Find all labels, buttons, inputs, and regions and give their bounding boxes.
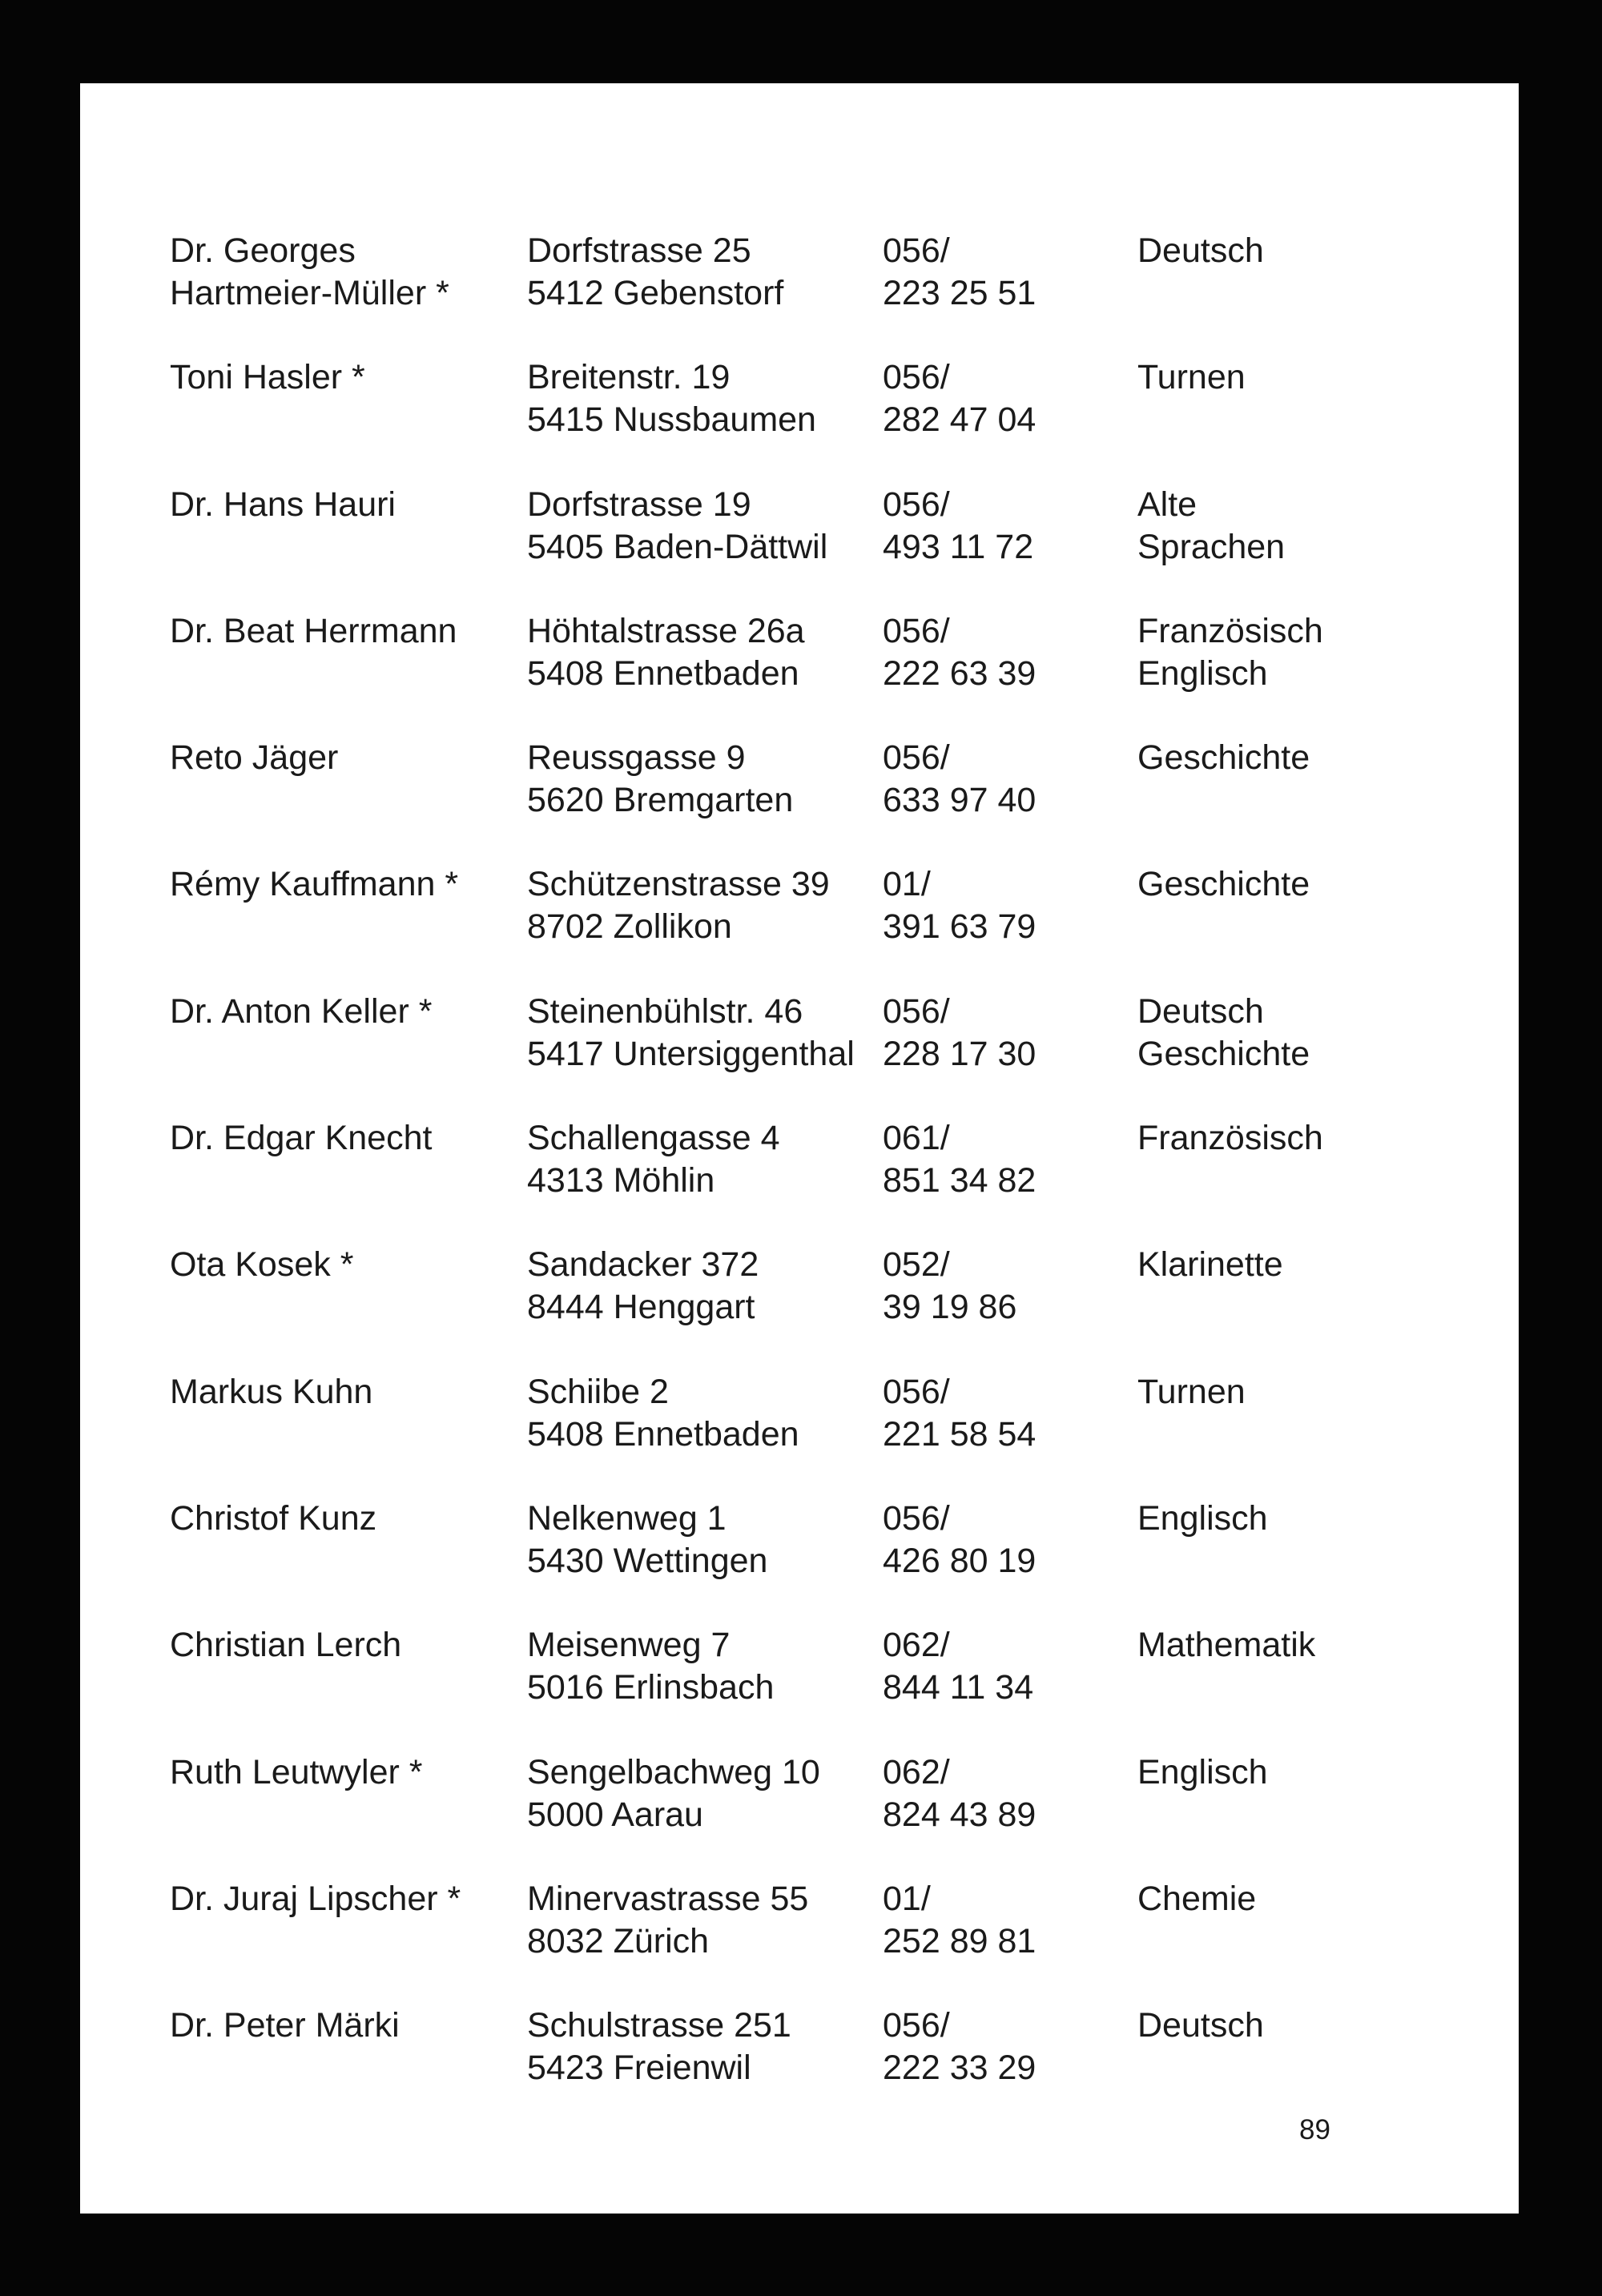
person-name-line: Rémy Kauffmann * [170,865,459,904]
directory-entry [80,863,1519,990]
address [527,1498,767,1582]
subjects-line [1137,272,1264,315]
subjects-line: Turnen [1137,358,1246,397]
address [527,737,793,822]
person-name [170,1624,401,1709]
subjects-line [1137,1667,1315,1709]
person-name [170,1751,423,1836]
address [527,1878,808,1963]
phone-number-line: 252 89 81 [883,1921,1036,1960]
subjects [1137,1244,1283,1329]
person-name [170,1498,376,1582]
directory-entry [80,1624,1519,1751]
subjects-line [1137,399,1246,441]
person-name-line [170,399,365,441]
address-line: 5423 Freienwil [527,2049,751,2088]
subjects-line [1137,1920,1256,1963]
directory-entry [80,230,1519,356]
address-line: 5405 Baden-Dättwil [527,527,828,566]
phone-number-line: 391 63 79 [883,907,1036,947]
address-line: Minervastrasse 55 [527,1879,809,1918]
phone-number [883,2004,1036,2089]
address-line: Dorfstrasse 19 [527,485,751,524]
phone-number [883,610,1036,695]
phone-number-line: 062/ [883,1752,950,1791]
phone-number [883,737,1036,822]
phone-number [883,1624,1033,1709]
phone-number [883,356,1036,441]
person-name-line: Markus Kuhn [170,1372,373,1411]
person-name-line: Dr. Georges [170,231,356,270]
person-name-line [170,653,457,695]
phone-number-line: 052/ [883,1245,950,1285]
address-line: 5417 Untersiggenthal [527,1034,855,1073]
phone-number-line: 222 33 29 [883,2049,1036,2088]
address-line: Breitenstr. 19 [527,358,731,397]
person-name-line: Dr. Edgar Knecht [170,1119,433,1158]
phone-number [883,1371,1036,1456]
subjects [1137,1624,1315,1709]
subjects-line: Deutsch [1137,2006,1264,2045]
person-name [170,991,432,1076]
directory-entry [80,1244,1519,1370]
address-line: 8702 Zollikon [527,907,732,947]
address [527,1624,774,1709]
phone-number-line: 282 47 04 [883,400,1036,440]
subjects-line: Mathematik [1137,1626,1316,1665]
subjects-line: Chemie [1137,1879,1257,1918]
directory-entry [80,991,1519,1117]
directory-entry [80,1371,1519,1498]
subjects-line: Geschichte [1137,1034,1310,1073]
person-name [170,1878,461,1963]
subjects-line [1137,1794,1268,1836]
directory-entry [80,484,1519,610]
phone-number-line: 426 80 19 [883,1541,1036,1580]
person-name-line: Dr. Peter Märki [170,2006,400,2045]
subjects-line [1137,1160,1323,1202]
address-line: 5016 Erlinsbach [527,1668,775,1707]
person-name-line [170,1920,461,1963]
person-name [170,484,396,569]
address [527,484,827,569]
person-name-line: Christian Lerch [170,1626,402,1665]
address-line: 5412 Gebenstorf [527,274,784,312]
phone-number-line: 056/ [883,485,950,524]
directory-entry [80,1751,1519,1878]
address-line: 5000 Aarau [527,1795,703,1834]
address-line: 5415 Nussbaumen [527,400,816,440]
directory-entry [80,1117,1519,1244]
subjects [1137,737,1310,822]
subjects [1137,1878,1256,1963]
phone-number [883,484,1033,569]
address-line: Sengelbachweg 10 [527,1752,820,1791]
subjects-line: Deutsch [1137,991,1264,1031]
address [527,863,830,948]
address-line: Meisenweg 7 [527,1626,731,1665]
address [527,610,805,695]
phone-number-line: 056/ [883,738,950,778]
address [527,1244,759,1329]
person-name [170,737,338,822]
subjects [1137,1371,1246,1456]
phone-number-line: 056/ [883,991,950,1031]
subjects [1137,991,1310,1076]
person-name-line [170,1540,376,1582]
phone-number-line: 851 34 82 [883,1161,1036,1200]
phone-number-line: 056/ [883,2006,950,2045]
person-name-line: Ruth Leutwyler * [170,1752,423,1791]
phone-number-line: 493 11 72 [883,527,1034,566]
subjects [1137,1498,1268,1582]
subjects [1137,1751,1268,1836]
address-line: 8032 Zürich [527,1921,710,1960]
subjects [1137,1117,1323,1202]
person-name [170,1244,353,1329]
person-name [170,230,449,315]
phone-number-line: 228 17 30 [883,1034,1036,1073]
person-name-line: Dr. Hans Hauri [170,485,396,524]
address-line: Schiibe 2 [527,1372,669,1411]
phone-number-line: 056/ [883,358,950,397]
page-number: 89 [1299,2114,1330,2145]
person-name-line: Dr. Anton Keller * [170,991,433,1031]
address-line: Höhtalstrasse 26a [527,611,805,650]
phone-number-line: 222 63 39 [883,653,1036,693]
phone-number-line: 056/ [883,611,950,650]
address-line: 5408 Ennetbaden [527,653,799,693]
phone-number-line: 056/ [883,231,950,270]
directory-entry [80,1498,1519,1624]
person-name-line: Reto Jäger [170,738,339,778]
subjects [1137,2004,1264,2089]
phone-number-line: 062/ [883,1626,950,1665]
phone-number-line: 633 97 40 [883,781,1036,820]
person-name-line [170,526,396,569]
subjects-line: Französisch [1137,611,1323,650]
phone-number-line: 056/ [883,1372,950,1411]
subjects-line [1137,2047,1264,2089]
person-name [170,1117,432,1202]
directory-entry [80,737,1519,863]
subjects-line: Sprachen [1137,527,1286,566]
phone-number [883,1751,1036,1836]
person-name-line [170,906,458,948]
person-name-line [170,1160,432,1202]
phone-number [883,991,1036,1076]
phone-number [883,1878,1036,1963]
address-line: Steinenbühlstr. 46 [527,991,803,1031]
phone-number [883,1244,1016,1329]
person-name-line: Ota Kosek * [170,1245,354,1285]
subjects-line: Englisch [1137,1498,1268,1538]
address-line: 4313 Möhlin [527,1161,715,1200]
person-name-line: Hartmeier-Müller * [170,274,449,312]
address-line: 5408 Ennetbaden [527,1414,799,1454]
person-name-line [170,1413,372,1456]
address [527,230,783,315]
subjects-line: Deutsch [1137,231,1264,270]
subjects-line: Klarinette [1137,1245,1283,1285]
subjects-line [1137,1413,1246,1456]
person-name [170,356,365,441]
subjects-line [1137,779,1310,822]
person-name-line [170,1794,423,1836]
document-page [80,83,1519,2214]
address-line: Reussgasse 9 [527,738,746,778]
subjects-line: Französisch [1137,1119,1323,1158]
subjects-line [1137,1286,1283,1329]
phone-number-line: 01/ [883,1879,931,1918]
address [527,2004,791,2089]
person-name-line: Dr. Beat Herrmann [170,611,457,650]
subjects-line: Englisch [1137,1752,1268,1791]
phone-number [883,230,1036,315]
person-name [170,1371,372,1456]
subjects [1137,356,1246,441]
address [527,356,816,441]
address [527,1751,820,1836]
address [527,991,855,1076]
address-line: Schallengasse 4 [527,1119,780,1158]
person-name-line [170,2047,400,2089]
address-line: 5430 Wettingen [527,1541,768,1580]
person-name-line: Christof Kunz [170,1498,377,1538]
directory-entry [80,610,1519,737]
person-name [170,863,458,948]
address-line: 8444 Henggart [527,1288,755,1327]
address-line: Schulstrasse 251 [527,2006,791,2045]
address-line: Nelkenweg 1 [527,1498,727,1538]
person-name-line: Toni Hasler * [170,358,365,397]
phone-number-line: 844 11 34 [883,1668,1034,1707]
person-name-line [170,1033,432,1076]
person-name-line [170,1667,401,1709]
address-line: Schützenstrasse 39 [527,865,830,904]
phone-number-line: 223 25 51 [883,274,1036,312]
person-name [170,610,457,695]
phone-number-line: 824 43 89 [883,1795,1036,1834]
subjects-line: Geschichte [1137,865,1310,904]
subjects-line: Englisch [1137,653,1268,693]
phone-number [883,863,1036,948]
person-name [170,2004,400,2089]
address-line: Dorfstrasse 25 [527,231,751,270]
address [527,1371,799,1456]
phone-number-line: 061/ [883,1119,950,1158]
subjects-line: Geschichte [1137,738,1310,778]
subjects-line [1137,906,1310,948]
phone-number-line: 221 58 54 [883,1414,1036,1454]
person-name-line [170,1286,353,1329]
subjects-line [1137,1540,1268,1582]
person-name-line: Dr. Juraj Lipscher * [170,1879,461,1918]
subjects-line: Turnen [1137,1372,1246,1411]
address-line: Sandacker 372 [527,1245,759,1285]
phone-number [883,1498,1036,1582]
directory-entry [80,356,1519,483]
phone-number [883,1117,1036,1202]
phone-number-line: 39 19 86 [883,1288,1017,1327]
address-line: 5620 Bremgarten [527,781,794,820]
teacher-directory-list [80,230,1519,2131]
subjects [1137,863,1310,948]
phone-number-line: 01/ [883,865,931,904]
phone-number-line: 056/ [883,1498,950,1538]
directory-entry [80,1878,1519,2004]
subjects [1137,484,1285,569]
person-name-line [170,779,338,822]
address [527,1117,780,1202]
subjects-line: Alte [1137,485,1197,524]
subjects [1137,610,1323,695]
subjects [1137,230,1264,315]
